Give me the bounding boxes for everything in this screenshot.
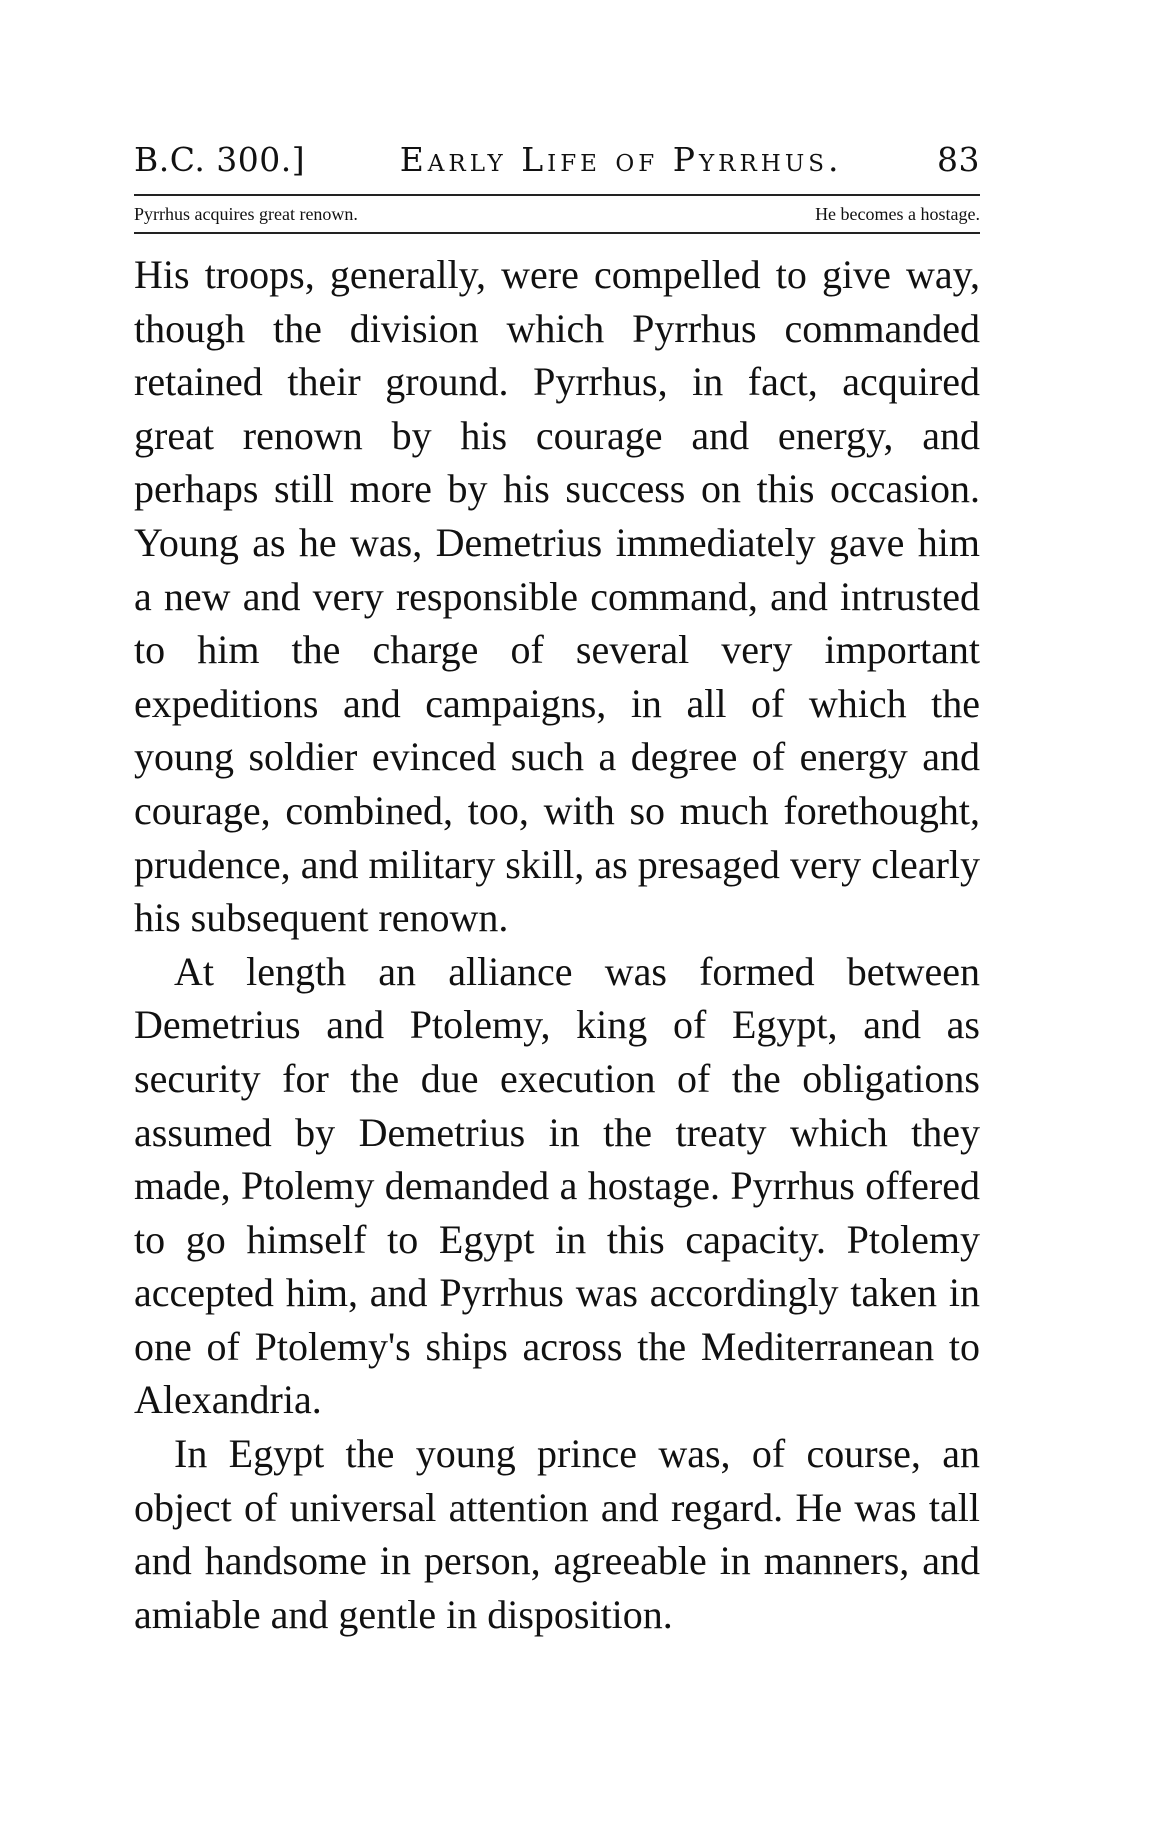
header-rule-bottom bbox=[134, 232, 980, 234]
running-head-title: Early Life of Pyrrhus. bbox=[399, 140, 843, 179]
running-head bbox=[134, 140, 980, 180]
paragraph: At length an alliance was formed between Demetrius and Ptolemy, king of Egypt, and as security for the due execution of the obligations assumed by Demetrius in the treaty which they made, Ptolemy demanded a hostage. Pyrrhus offered to go himself to Egypt in this capacity. Ptolemy accepted him, and Pyrrhus was accordingly taken in one of Ptolemy's ships across the Mediterranean to Alexandria. bbox=[134, 948, 980, 1423]
book-page bbox=[134, 140, 980, 1641]
paragraph: His troops, generally, were compelled to give way, though the division which Pyrrhus commanded retained their ground. Pyrrhus, in fact, acquired great renown by his courage and energy, and perhaps still more by his success on this occasion. Young as he was, Demetrius immediately gave him a new and very responsible command, and intrusted to him the charge of several very important expeditions and campaigns, in all of which the young soldier evinced such a degree of energy and courage, combined, too, with so much forethought, prudence, and military skill, as presaged very clearly his subsequent renown. bbox=[134, 252, 980, 941]
sidenote-left: Pyrrhus acquires great renown. bbox=[134, 204, 358, 224]
header-rule-top bbox=[134, 194, 980, 196]
page-number: 83 bbox=[937, 140, 980, 179]
running-head-date: B.C. 300.] bbox=[134, 140, 306, 179]
paragraph: In Egypt the young prince was, of course, an object of universal attention and regard. He was tall and handsome in person, agreeable in manners, and amiable and gentle in disposition. bbox=[134, 1431, 980, 1637]
marginal-summary bbox=[134, 202, 980, 226]
sidenote-right: He becomes a hostage. bbox=[815, 204, 980, 224]
body-text bbox=[134, 248, 980, 1641]
